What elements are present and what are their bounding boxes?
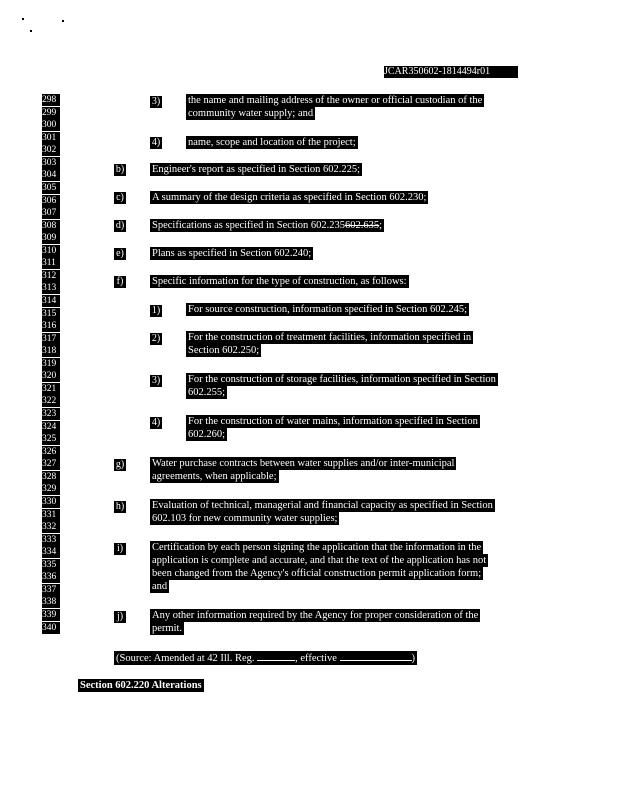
line-number: 328 (42, 471, 60, 483)
line-number: 323 (42, 408, 60, 420)
line-number: 334 (42, 546, 60, 558)
line-number: 316 (42, 320, 60, 332)
item-text-line: permit. (152, 623, 183, 634)
line-number: 337 (42, 584, 60, 596)
item-marker: c) (114, 192, 126, 204)
item-text-line: 602.103 for new community water supplies; (152, 513, 338, 524)
source-suffix: ) (411, 653, 416, 664)
item-text-line: Specific information for the type of construction, as follows: (152, 276, 407, 287)
item-marker: f) (114, 276, 126, 288)
line-number: 306 (42, 195, 60, 207)
line-number: 299 (42, 107, 60, 119)
blank-effective-date (340, 651, 412, 661)
item-marker: h) (115, 501, 125, 512)
line-number: 300 (42, 119, 60, 131)
line-number: 340 (42, 622, 60, 634)
item-text-line: community water supply; and (188, 108, 314, 119)
item-text-line: application is complete and accurate, and that the text of the application has not (152, 555, 487, 566)
line-number: 321 (42, 383, 60, 395)
scan-speck (30, 30, 32, 32)
line-number: 305 (42, 182, 60, 194)
item-text-line: and (152, 581, 168, 592)
line-number: 332 (42, 521, 60, 533)
item-text-line: Section 602.250; (188, 345, 260, 356)
item-text-line: Evaluation of technical, managerial and financial capacity as specified in Section (152, 500, 493, 511)
item-marker: g) (115, 459, 125, 470)
scan-speck (62, 20, 64, 22)
line-number: 335 (42, 559, 60, 571)
item-text-line: name, scope and location of the project; (188, 137, 356, 148)
line-number: 322 (42, 395, 60, 407)
section-heading: Section 602.220 Alterations (80, 680, 202, 691)
line-number: 338 (42, 596, 60, 608)
item-marker: d) (115, 220, 125, 231)
item-marker: 3) (151, 375, 161, 386)
item-marker: 4) (151, 137, 161, 148)
source-mid: , effective (295, 653, 340, 664)
item-marker: 1) (151, 305, 161, 316)
line-number: 313 (42, 282, 60, 294)
line-number: 315 (42, 308, 60, 320)
item-marker: i) (114, 543, 126, 555)
item-marker: 4) (151, 417, 161, 428)
line-number: 336 (42, 571, 60, 583)
line-number: 309 (42, 232, 60, 244)
line-number: 312 (42, 270, 60, 282)
line-number: 325 (42, 433, 60, 445)
item-text-line: For source construction, information specified in Section 602.245; (188, 304, 468, 315)
item-marker: e) (114, 248, 126, 260)
item-text-line (150, 219, 384, 232)
line-number: 331 (42, 509, 60, 521)
item-text-line: Water purchase contracts between water supplies and/or inter-municipal (152, 458, 455, 469)
line-number: 301 (42, 132, 60, 144)
item-text-line: Plans as specified in Section 602.240; (152, 248, 312, 259)
line-number: 319 (42, 358, 60, 370)
line-number: 304 (42, 169, 60, 181)
line-number: 307 (42, 207, 60, 219)
item-text-line: For the construction of treatment facilities, information specified in (188, 332, 472, 343)
line-number: 298 (42, 94, 60, 106)
source-prefix: (Source: Amended at 42 Ill. Reg. (116, 653, 258, 664)
line-number: 310 (42, 245, 60, 257)
item-text-line: For the construction of water mains, information specified in Section (188, 416, 478, 427)
line-number: 333 (42, 534, 60, 546)
item-text-tail: ; (379, 220, 383, 231)
item-text-line: 602.255; (188, 387, 226, 398)
item-text-line: agreements, when applicable; (152, 471, 277, 482)
line-number: 329 (42, 483, 60, 495)
item-text-line: been changed from the Agency's official construction permit application form; (152, 568, 482, 579)
line-number: 314 (42, 295, 60, 307)
item-marker: j) (114, 611, 126, 623)
line-number: 308 (42, 220, 60, 232)
line-number: 302 (42, 144, 60, 156)
document-id: JCAR350602-1814494r01 (384, 66, 518, 78)
blank-register-number (257, 651, 295, 661)
line-number: 327 (42, 458, 60, 470)
line-number: 320 (42, 370, 60, 382)
item-marker: 3) (151, 96, 161, 107)
item-marker: 2) (151, 333, 161, 344)
item-text-line: Any other information required by the Agency for proper consideration of the (152, 610, 479, 621)
line-number: 324 (42, 421, 60, 433)
item-text-line: Certification by each person signing the application that the information in the (152, 542, 482, 553)
item-text: Specifications as specified in Section 602.235 (152, 220, 346, 231)
line-number: 318 (42, 345, 60, 357)
source-note (114, 651, 417, 665)
item-text-line: the name and mailing address of the owner or official custodian of the (188, 95, 483, 106)
item-marker: b) (115, 164, 125, 175)
item-text-line: A summary of the design criteria as specified in Section 602.230; (152, 192, 427, 203)
line-number: 326 (42, 446, 60, 458)
line-number: 311 (42, 257, 60, 269)
item-text-line: For the construction of storage facilities, information specified in Section (188, 374, 496, 385)
item-text-line: 602.260; (188, 429, 226, 440)
item-text-line: Engineer's report as specified in Section 602.225; (152, 164, 361, 175)
struck-text: 602.635 (345, 220, 380, 231)
line-number: 303 (42, 157, 60, 169)
scan-speck (22, 18, 24, 20)
line-number: 339 (42, 609, 60, 621)
line-number: 330 (42, 496, 60, 508)
line-number: 317 (42, 333, 60, 345)
